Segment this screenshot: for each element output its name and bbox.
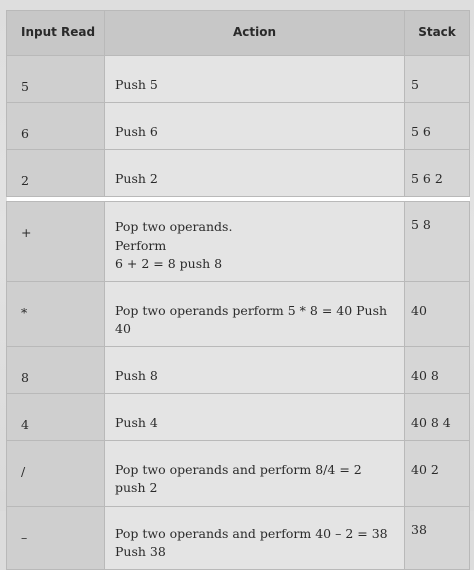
action-line: Pop two operands and perform 8/4 = 2 push 2 bbox=[115, 462, 362, 496]
stack-cell: 40 8 bbox=[405, 347, 470, 394]
stack-cell: 38 bbox=[405, 506, 470, 569]
action-cell bbox=[105, 281, 405, 346]
action-line: Pop two operands. bbox=[115, 219, 233, 235]
input-cell: / bbox=[7, 441, 105, 506]
table-row bbox=[7, 103, 470, 150]
action-line: Push 6 bbox=[115, 124, 158, 140]
stack-cell: 40 8 4 bbox=[405, 394, 470, 441]
action-cell bbox=[105, 56, 405, 103]
action-line: Perform bbox=[115, 237, 167, 253]
stack-cell: 40 bbox=[405, 281, 470, 346]
table-row bbox=[7, 150, 470, 197]
table-row bbox=[7, 394, 470, 441]
action-cell bbox=[105, 394, 405, 441]
input-cell: 5 bbox=[7, 56, 105, 103]
action-line: Push 2 bbox=[115, 171, 158, 187]
input-cell: 6 bbox=[7, 103, 105, 150]
header-action: Action bbox=[105, 11, 405, 56]
stack-cell: 5 6 2 bbox=[405, 150, 470, 197]
table-row bbox=[7, 56, 470, 103]
stack-cell: 40 2 bbox=[405, 441, 470, 506]
action-cell bbox=[105, 150, 405, 197]
input-cell: + bbox=[7, 202, 105, 281]
stack-cell: 5 8 bbox=[405, 202, 470, 281]
action-line: Push 8 bbox=[115, 368, 158, 383]
action-cell bbox=[105, 441, 405, 506]
table-row bbox=[7, 281, 470, 346]
stack-cell: 5 6 bbox=[405, 103, 470, 150]
header-stack: Stack bbox=[405, 11, 470, 56]
action-cell bbox=[105, 103, 405, 150]
action-cell bbox=[105, 506, 405, 569]
action-cell bbox=[105, 202, 405, 281]
action-line: Push 4 bbox=[115, 415, 158, 431]
table-row bbox=[7, 506, 470, 569]
table-row bbox=[7, 347, 470, 394]
input-cell: 8 bbox=[7, 347, 105, 394]
input-cell: – bbox=[7, 506, 105, 569]
action-line: Push 5 bbox=[115, 77, 158, 92]
table-row bbox=[7, 441, 470, 506]
action-cell bbox=[105, 347, 405, 394]
action-line: Pop two operands perform 5 * 8 = 40 Push 40 bbox=[115, 302, 388, 336]
input-cell: * bbox=[7, 281, 105, 346]
stack-cell: 5 bbox=[405, 56, 470, 103]
input-cell: 2 bbox=[7, 150, 105, 197]
action-line: Push 38 bbox=[115, 543, 166, 559]
postfix-evaluation-table bbox=[6, 10, 470, 570]
table-row bbox=[7, 202, 470, 281]
input-cell: 4 bbox=[7, 394, 105, 441]
action-line: 6 + 2 = 8 push 8 bbox=[115, 255, 223, 271]
action-line: Pop two operands and perform 40 – 2 = 38 bbox=[115, 525, 388, 541]
header-row bbox=[7, 11, 470, 56]
header-input-read: Input Read bbox=[7, 11, 105, 56]
